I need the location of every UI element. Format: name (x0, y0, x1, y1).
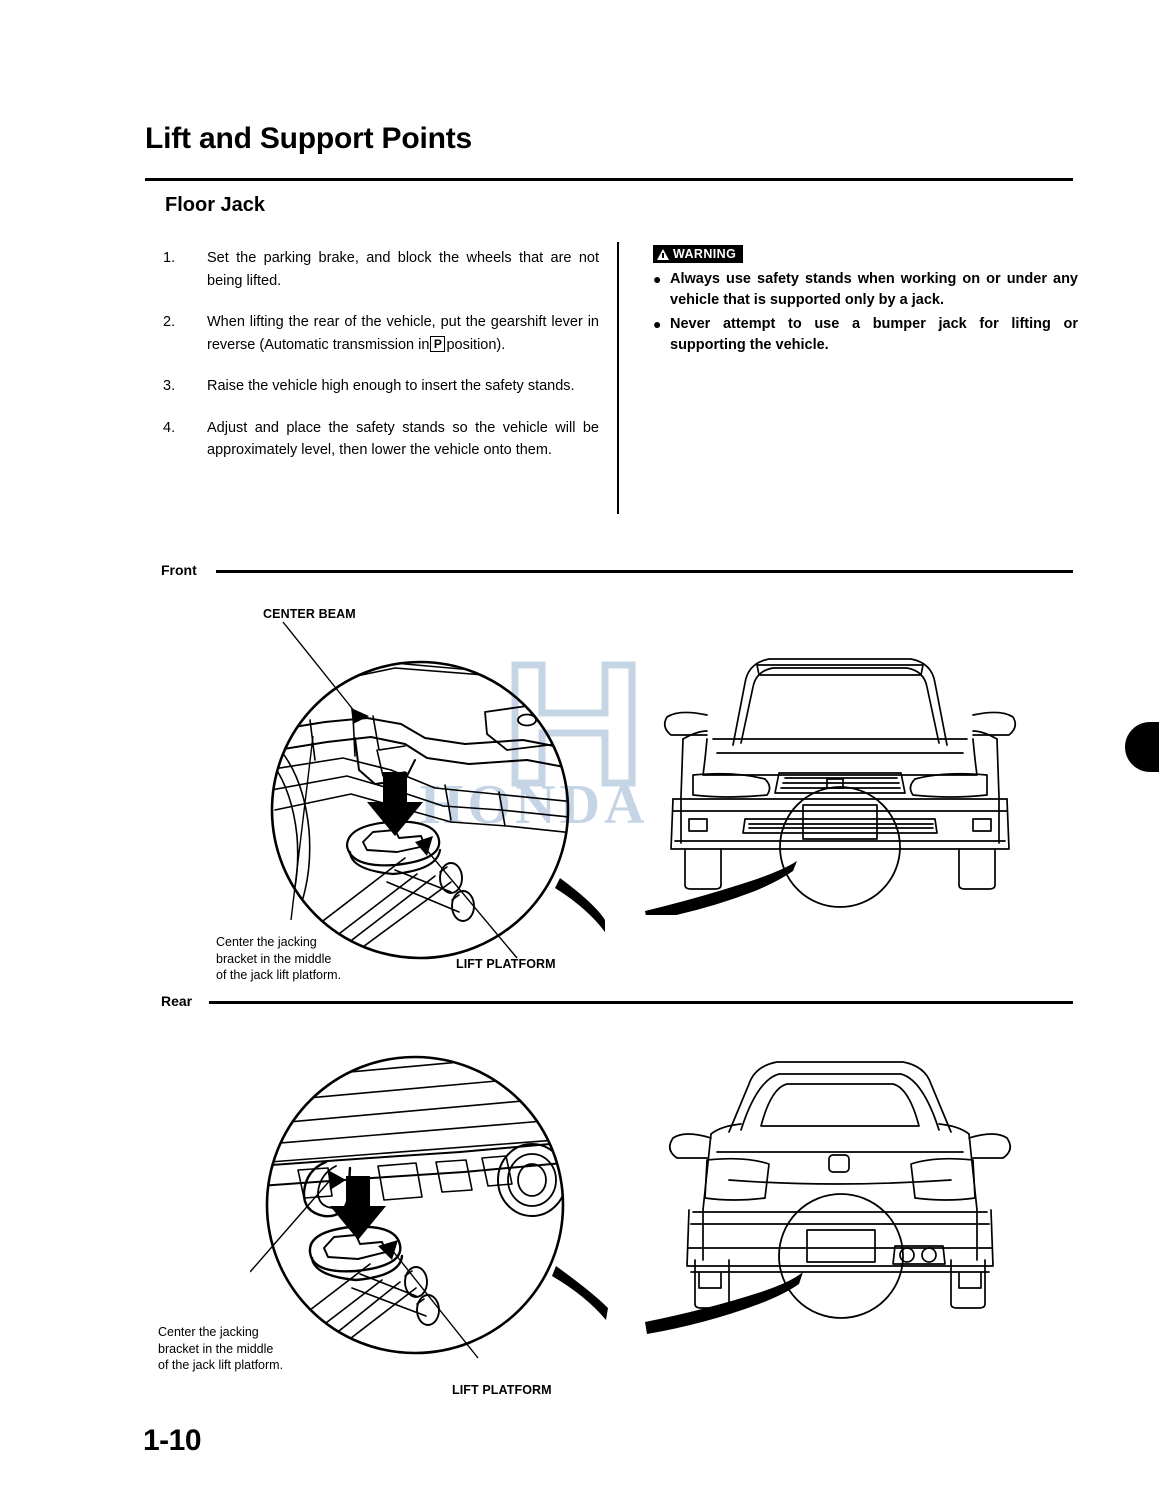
rear-detail-illustration (250, 1040, 610, 1380)
title-divider (145, 178, 1073, 181)
page-number: 1-10 (143, 1424, 202, 1457)
rear-caption (158, 1324, 283, 1374)
list-item (163, 375, 599, 398)
caption-line: of the jack lift platform. (216, 968, 342, 982)
direction-arrow-icon (367, 772, 423, 836)
direction-arrow-icon (330, 1176, 386, 1240)
bullet-icon: ● (653, 271, 662, 287)
step-text (207, 311, 599, 356)
caption-line: of the jack lift platform. (158, 1358, 284, 1372)
warning-badge (653, 245, 743, 263)
rear-section-rule (209, 1001, 1073, 1004)
front-vehicle-illustration (645, 635, 1035, 915)
front-caption (216, 934, 341, 984)
front-section-label: Front (161, 562, 197, 578)
rear-section-label: Rear (161, 993, 193, 1009)
callout-connector (645, 1272, 803, 1334)
list-item (163, 311, 599, 356)
warning-triangle-icon (657, 249, 669, 260)
list-item (653, 269, 1078, 311)
step-text (207, 247, 599, 292)
warning-text: Never attempt to use a bumper jack for lifting or supporting the vehicle. (670, 316, 1078, 353)
front-detail-illustration (255, 620, 605, 970)
column-divider (617, 242, 619, 514)
step-text-part: Set the parking brake, and block the wheels that are not being lifted. (207, 250, 599, 289)
callout-lift-platform-rear: LIFT PLATFORM (452, 1383, 552, 1397)
bullet-icon: ● (653, 316, 662, 332)
honda-watermark-text: HONDA (420, 774, 649, 836)
list-item (653, 314, 1078, 356)
rear-vehicle-illustration (645, 1060, 1035, 1340)
callout-lift-platform-front: LIFT PLATFORM (456, 957, 556, 971)
page-title: Lift and Support Points (145, 122, 473, 155)
instruction-list (163, 247, 599, 481)
section-title: Floor Jack (165, 194, 266, 216)
step-number: 2. (163, 314, 176, 330)
list-item (163, 247, 599, 292)
step-text-part: Adjust and place the safety stands so the vehicle will be approximately level, then lower the vehicle onto them. (207, 419, 599, 458)
step-number: 1. (163, 250, 176, 266)
warning-panel (653, 245, 1078, 359)
step-text (207, 375, 599, 398)
caption-line: Center the jacking (216, 935, 317, 949)
step-text-part: position). (446, 336, 506, 353)
step-text-part: Raise the vehicle high enough to insert the safety stands. (207, 378, 575, 394)
step-number: 3. (163, 378, 176, 394)
step-number: 4. (163, 419, 176, 436)
caption-line: bracket in the middle (158, 1341, 274, 1356)
caption-line: Center the jacking (158, 1325, 259, 1339)
step-text (207, 417, 599, 462)
list-item (163, 417, 599, 462)
step-text-part: When lifting the rear of the vehicle, put the gearshift lever in reverse (Automatic transmission in (207, 314, 599, 353)
caption-line: bracket in the middle (216, 951, 332, 966)
page-edge-tab (1125, 722, 1159, 772)
park-position-box: P (430, 336, 445, 353)
warning-text: Always use safety stands when working on or under any vehicle that is supported only by a jack. (670, 271, 1078, 308)
warning-badge-label: WARNING (673, 247, 737, 261)
callout-center-beam: CENTER BEAM (263, 607, 356, 621)
front-section-rule (216, 570, 1073, 573)
